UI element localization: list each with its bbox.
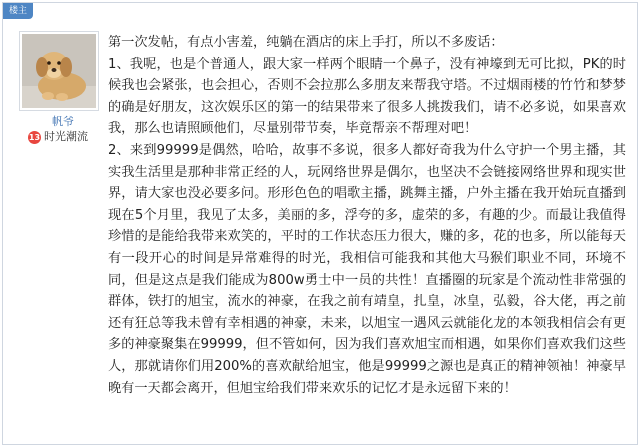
author-panel [19,31,99,144]
post-intro: 第一次发帖，有点小害羞，纯躺在酒店的床上手打，所以不多废话： [108,35,504,50]
post-paragraph-2: 2、来到99999是偶然，哈哈，故事不多说，很多人都好奇我为什么守护一个男主播，其实我生活里是那种非常正经的人，玩网络世界是偶尔，也坚决不会链接网络世界和现实世界，请大家也没必要多问。形形色色的唱歌主播，跳舞主播，户外主播在我开始玩直播到现在5个月里，我见了太多，美丽的多，浮夸的多，虚荣的多，有趣的少。而最让我值得珍惜的是能给我带来欢笑的，平时的工作状态压力很大，赚的多，花的也多，所以能每天有一段开心的时间是异常难得的时光，我相信可能我和其他大马猴们职业不同，环境不同，但是这点是我们能成为800w勇士中一员的共性！直播圈的玩家是个流动性非常强的群体，铁打的旭宝，流水的神豪，在我之前有靖皇，扎皇，冰皇，弘毅，谷大佬，再之前还有狂总等我未曾有幸相遇的神豪，未来，以旭宝一遇风云就能化龙的本领我相信会有更多的神豪聚集在99999，但不管如何，因为我们喜欢旭宝而相遇，如果你们喜欢我们这些人，那就请你们用200%的喜欢献给旭宝，他是99999之源也是真正的精神领袖！神豪早晚有一天都会离开，但旭宝给我们带来欢乐的记忆才是永远留下来的！ [108,142,626,396]
post-container [2,2,638,445]
username[interactable]: 帆爷 [52,115,74,128]
avatar[interactable] [19,31,99,111]
user-level [19,130,99,144]
op-badge: 楼主 [3,3,33,19]
post-paragraph-1: 1、我呢，也是个普通人，跟大家一样两个眼睛一个鼻子，没有神壕到无可比拟，PK的时候我也会紧张，也会担心，否则不会拉那么多朋友来帮我守塔。不过烟雨楼的竹竹和梦梦的确是好朋友，这次娱乐区的第一的结果带来了很多人挑拨我们，请不必多说，如果喜欢我，那么也请照顾他们，尽量别带节奏，毕竟帮亲不帮理对吧！ [108,56,626,137]
puppy-avatar-image [22,34,96,108]
level-badge: 13 [28,132,41,142]
level-title: 时光潮流 [44,130,88,143]
post-content [108,32,626,399]
